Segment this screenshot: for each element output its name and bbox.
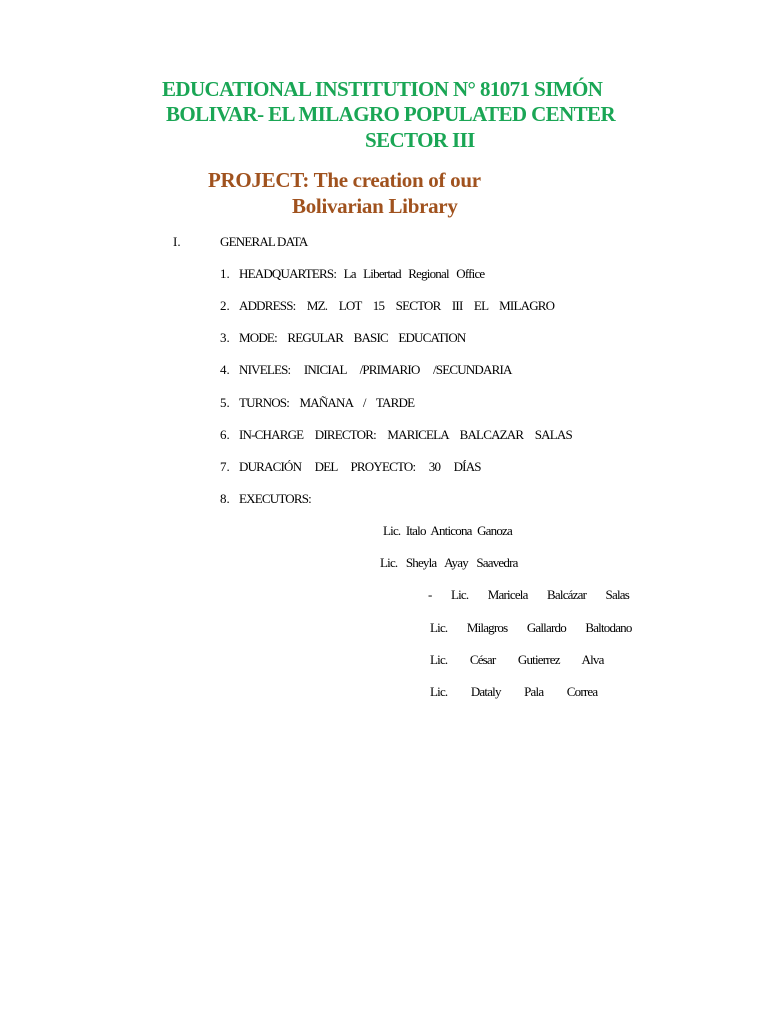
item-number: 8.: [220, 491, 230, 506]
item-executors: EXECUTORS:: [239, 491, 311, 506]
section-title: GENERAL DATA: [220, 234, 308, 249]
executor-name: Lic. César Gutierrez Alva: [430, 652, 604, 667]
item-number: 1.: [220, 266, 230, 281]
item-number: 6.: [220, 427, 230, 442]
institution-title-line-2: BOLIVAR- EL MILAGRO POPULATED CENTER: [166, 102, 616, 126]
item-number: 2.: [220, 298, 230, 313]
executor-name: - Lic. Maricela Balcázar Salas: [428, 587, 629, 602]
executor-name: Lic. Italo Anticona Ganoza: [383, 523, 512, 538]
executor-name: Lic. Dataly Pala Correa: [430, 684, 598, 699]
project-title-line-2: Bolivarian Library: [292, 194, 458, 218]
item-levels: NIVELES: INICIAL /PRIMARIO /SECUNDARIA: [239, 362, 512, 377]
item-shifts: TURNOS: MAÑANA / TARDE: [239, 395, 415, 410]
item-address: ADDRESS: MZ. LOT 15 SECTOR III EL MILAGRO: [239, 298, 555, 313]
executor-name: Lic. Sheyla Ayay Saavedra: [380, 555, 518, 570]
institution-title-line-1: EDUCATIONAL INSTITUTION N° 81071 SIMÓN: [162, 77, 603, 101]
item-number: 3.: [220, 330, 230, 345]
item-number: 7.: [220, 459, 230, 474]
item-headquarters: HEADQUARTERS: La Libertad Regional Office: [239, 266, 485, 281]
item-director: IN-CHARGE DIRECTOR: MARICELA BALCAZAR SALAS: [239, 427, 572, 442]
item-duration: DURACIÓN DEL PROYECTO: 30 DÍAS: [239, 459, 481, 474]
project-title-line-1: PROJECT: The creation of our: [208, 168, 481, 192]
item-mode: MODE: REGULAR BASIC EDUCATION: [239, 330, 466, 345]
executor-name: Lic. Milagros Gallardo Baltodano: [430, 620, 632, 635]
institution-title-line-3: SECTOR III: [365, 128, 475, 152]
item-number: 4.: [220, 362, 230, 377]
item-number: 5.: [220, 395, 230, 410]
section-number: I.: [173, 234, 181, 249]
